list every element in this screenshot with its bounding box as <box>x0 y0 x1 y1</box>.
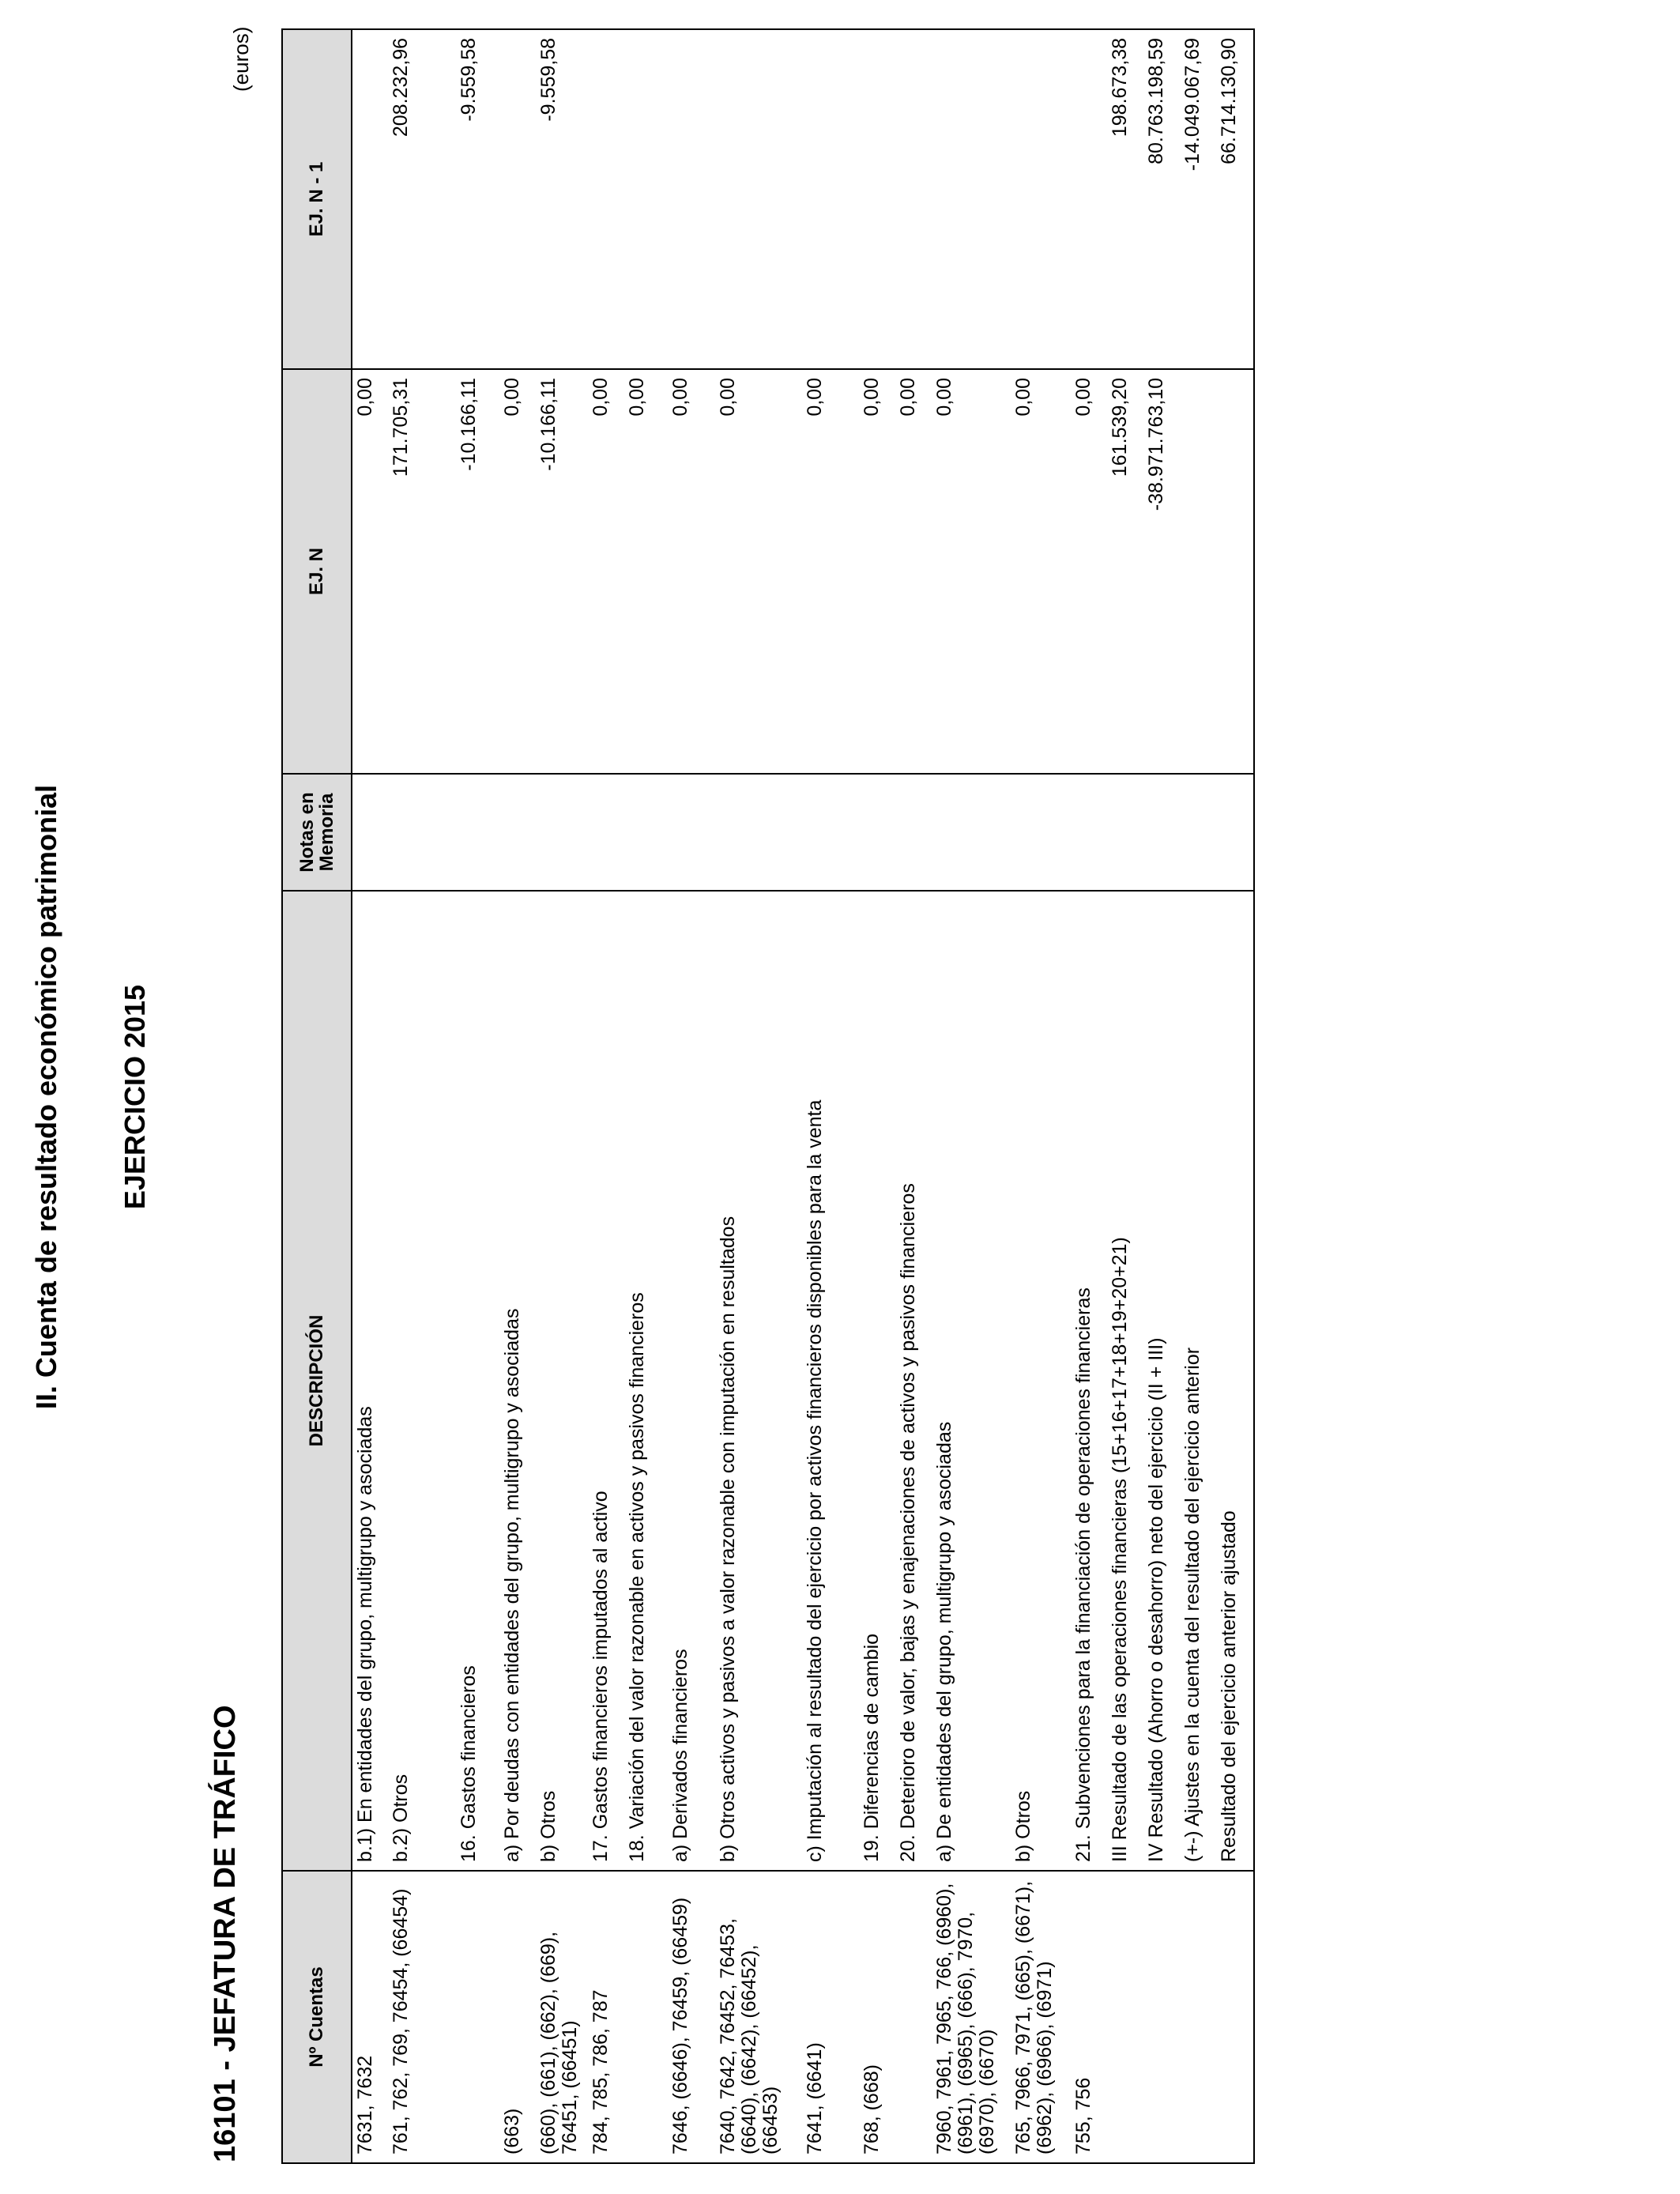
cell-description: Resultado del ejercicio anterior ajustado <box>1216 891 1254 1871</box>
cell-accounts: 761, 762, 769, 76454, (66454) <box>388 1871 456 2163</box>
cell-notes <box>352 774 388 891</box>
cell-year-n1 <box>1071 29 1107 369</box>
cell-notes <box>802 774 859 891</box>
cell-year-n1 <box>588 29 624 369</box>
cell-year-n1 <box>624 29 668 369</box>
header-accounts: Nº Cuentas <box>282 1871 352 2163</box>
cell-accounts: 7640, 7642, 76452, 76453, (6640), (6642), (66452), (66453) <box>715 1871 802 2163</box>
table-row <box>1071 29 1107 2163</box>
cell-year-n1: -14.049.067,69 <box>1180 29 1216 369</box>
cell-accounts: 7641, (6641) <box>802 1871 859 2163</box>
cell-year-n1: 208.232,96 <box>388 29 456 369</box>
cell-year-n1 <box>895 29 932 369</box>
table-body <box>352 29 1254 2163</box>
cell-year-n: -10.166,11 <box>536 369 588 774</box>
table-row <box>1180 29 1216 2163</box>
cell-description: (+-) Ajustes en la cuenta del resultado del ejercicio anterior <box>1180 891 1216 1871</box>
cell-year-n: 0,00 <box>715 369 802 774</box>
cell-accounts: (660), (661), (662), (669), 76451, (66451) <box>536 1871 588 2163</box>
cell-notes <box>859 774 895 891</box>
cell-year-n: 0,00 <box>1071 369 1107 774</box>
table-row <box>715 29 802 2163</box>
cell-description: b) Otros <box>536 891 588 1871</box>
cell-year-n: 161.539,20 <box>1107 369 1143 774</box>
header-year-n: EJ. N <box>282 369 352 774</box>
header-description: DESCRIPCIÓN <box>282 891 352 1871</box>
cell-description: 16. Gastos financieros <box>456 891 499 1871</box>
table-row <box>352 29 388 2163</box>
cell-description: 20. Deterioro de valor, bajas y enajenaciones de activos y pasivos financieros <box>895 891 932 1871</box>
table-row <box>499 29 536 2163</box>
cell-notes <box>456 774 499 891</box>
cell-notes <box>1216 774 1254 891</box>
cell-year-n: 0,00 <box>932 369 1011 774</box>
cell-year-n1: -9.559,58 <box>536 29 588 369</box>
cell-year-n1 <box>499 29 536 369</box>
table-row <box>536 29 588 2163</box>
cell-description: III Resultado de las operaciones financieras (15+16+17+18+19+20+21) <box>1107 891 1143 1871</box>
cell-accounts: 7960, 7961, 7965, 766, (6960), (6961), (6965), (666), 7970, (6970), (6670) <box>932 1871 1011 2163</box>
cell-year-n: 0,00 <box>668 369 715 774</box>
cell-notes <box>668 774 715 891</box>
table-row <box>1143 29 1180 2163</box>
cell-year-n1 <box>1011 29 1071 369</box>
cell-year-n1: -9.559,58 <box>456 29 499 369</box>
cell-notes <box>1011 774 1071 891</box>
table-row <box>668 29 715 2163</box>
table-row <box>895 29 932 2163</box>
cell-year-n: 0,00 <box>624 369 668 774</box>
cell-year-n1: 198.673,38 <box>1107 29 1143 369</box>
cell-notes <box>624 774 668 891</box>
cell-year-n: 0,00 <box>499 369 536 774</box>
cell-year-n: 0,00 <box>1011 369 1071 774</box>
cell-year-n1 <box>352 29 388 369</box>
cell-notes <box>715 774 802 891</box>
cell-notes <box>1071 774 1107 891</box>
cell-year-n1 <box>932 29 1011 369</box>
cell-year-n <box>1216 369 1254 774</box>
document-subtitle: EJERCICIO 2015 <box>119 984 151 1210</box>
cell-description: 19. Diferencias de cambio <box>859 891 895 1871</box>
cell-year-n: 0,00 <box>588 369 624 774</box>
cell-description: b) Otros <box>1011 891 1071 1871</box>
table-row <box>1011 29 1071 2163</box>
table-row <box>932 29 1011 2163</box>
cell-year-n1 <box>859 29 895 369</box>
cell-accounts: 768, (668) <box>859 1871 895 2163</box>
cell-notes <box>388 774 456 891</box>
table-row <box>456 29 499 2163</box>
table-row <box>1107 29 1143 2163</box>
cell-notes <box>1143 774 1180 891</box>
cell-accounts: 7631, 7632 <box>352 1871 388 2163</box>
cell-accounts <box>895 1871 932 2163</box>
table-row <box>624 29 668 2163</box>
table-row <box>802 29 859 2163</box>
cell-accounts <box>1216 1871 1254 2163</box>
header-notes: Notas en Memoria <box>282 774 352 891</box>
cell-accounts: (663) <box>499 1871 536 2163</box>
cell-year-n1: 66.714.130,90 <box>1216 29 1254 369</box>
header-year-n1: EJ. N - 1 <box>282 29 352 369</box>
cell-year-n: 171.705,31 <box>388 369 456 774</box>
cell-notes <box>1180 774 1216 891</box>
cell-description: 17. Gastos financieros imputados al activo <box>588 891 624 1871</box>
cell-accounts <box>1143 1871 1180 2163</box>
cell-description: 18. Variación del valor razonable en activos y pasivos financieros <box>624 891 668 1871</box>
cell-year-n: 0,00 <box>859 369 895 774</box>
cell-description: b.2) Otros <box>388 891 456 1871</box>
cell-year-n: 0,00 <box>802 369 859 774</box>
table-row <box>588 29 624 2163</box>
cell-year-n1 <box>668 29 715 369</box>
cell-description: a) De entidades del grupo, multigrupo y asociadas <box>932 891 1011 1871</box>
cell-description: 21. Subvenciones para la financiación de operaciones financieras <box>1071 891 1107 1871</box>
cell-year-n <box>1180 369 1216 774</box>
cell-accounts: 784, 785, 786, 787 <box>588 1871 624 2163</box>
cell-accounts: 765, 7966, 7971, (665), (6671), (6962), (6966), (6971) <box>1011 1871 1071 2163</box>
income-statement-table <box>281 28 1255 2164</box>
cell-year-n: -10.166,11 <box>456 369 499 774</box>
cell-description: IV Resultado (Ahorro o desahorro) neto del ejercicio (II + III) <box>1143 891 1180 1871</box>
cell-notes <box>932 774 1011 891</box>
cell-accounts: 755, 756 <box>1071 1871 1107 2163</box>
cell-description: a) Por deudas con entidades del grupo, multigrupo y asociadas <box>499 891 536 1871</box>
cell-description: a) Derivados financieros <box>668 891 715 1871</box>
cell-accounts <box>456 1871 499 2163</box>
cell-notes <box>588 774 624 891</box>
table-row <box>1216 29 1254 2163</box>
entity-name: 16101 - JEFATURA DE TRÁFICO <box>209 1705 242 2162</box>
table-row <box>388 29 456 2163</box>
cell-year-n1 <box>715 29 802 369</box>
cell-year-n: 0,00 <box>895 369 932 774</box>
cell-accounts <box>624 1871 668 2163</box>
table-header-row <box>282 29 352 2163</box>
cell-notes <box>895 774 932 891</box>
cell-notes <box>536 774 588 891</box>
table-row <box>859 29 895 2163</box>
cell-year-n: 0,00 <box>352 369 388 774</box>
cell-accounts <box>1180 1871 1216 2163</box>
cell-description: c) Imputación al resultado del ejercicio por activos financieros disponibles para la venta <box>802 891 859 1871</box>
cell-description: b.1) En entidades del grupo, multigrupo y asociadas <box>352 891 388 1871</box>
units-label: (euros) <box>229 26 253 92</box>
cell-year-n1: 80.763.198,59 <box>1143 29 1180 369</box>
cell-description: b) Otros activos y pasivos a valor razonable con imputación en resultados <box>715 891 802 1871</box>
cell-notes <box>1107 774 1143 891</box>
document-title: II. Cuenta de resultado económico patrimonial <box>30 784 62 1410</box>
cell-accounts: 7646, (6646), 76459, (66459) <box>668 1871 715 2163</box>
cell-year-n: -38.971.763,10 <box>1143 369 1180 774</box>
cell-accounts <box>1107 1871 1143 2163</box>
cell-notes <box>499 774 536 891</box>
cell-year-n1 <box>802 29 859 369</box>
